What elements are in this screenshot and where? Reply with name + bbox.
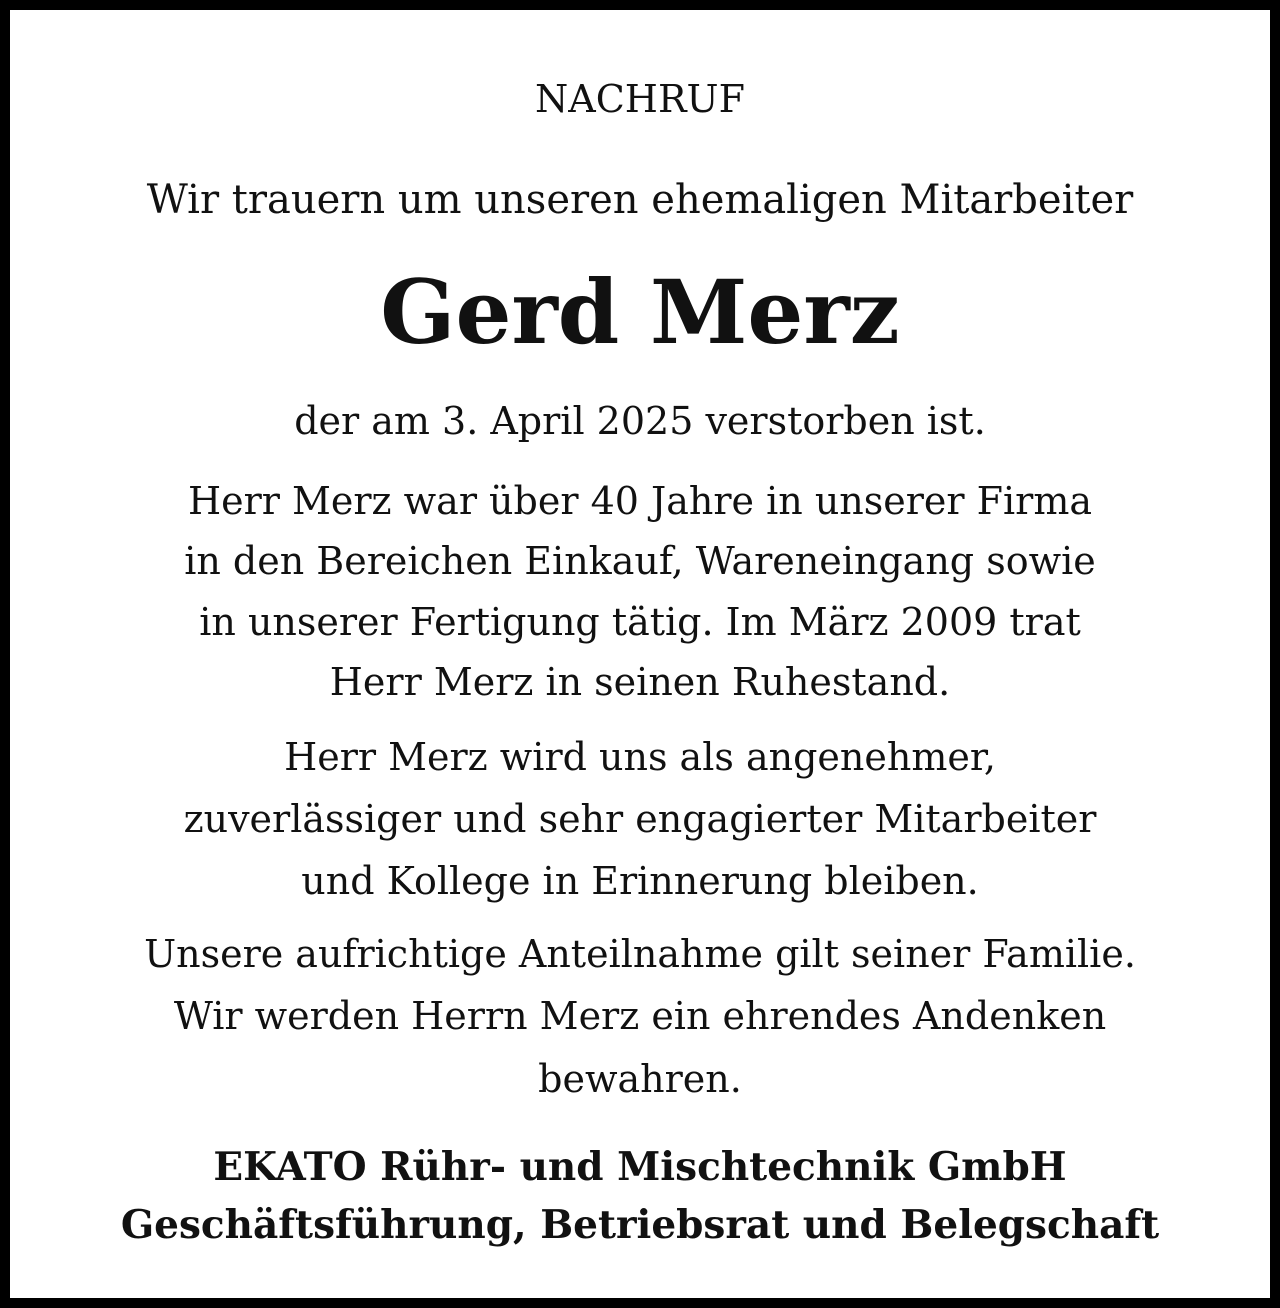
paragraph3-line-2: Wir werden Herrn Merz ein ehrendes Andenken <box>173 994 1107 1038</box>
date-line: der am 3. April 2025 verstorben ist. <box>294 399 986 443</box>
intro-line: Wir trauern um unseren ehemaligen Mitarbeiter <box>146 177 1134 223</box>
paragraph2-line-2: zuverlässiger und sehr engagierter Mitarbeiter <box>183 797 1097 841</box>
paragraph1-line-3: in unserer Fertigung tätig. Im März 2009 trat <box>199 600 1081 644</box>
paragraph1-line-1: Herr Merz war über 40 Jahre in unserer Firma <box>187 479 1093 523</box>
notice-heading: NACHRUF <box>535 77 745 121</box>
signature-company: EKATO Rühr- und Mischtechnik GmbH <box>213 1144 1067 1190</box>
paragraph3-line-3: bewahren. <box>538 1057 742 1101</box>
deceased-name: Gerd Merz <box>380 260 900 364</box>
paragraph2-line-1: Herr Merz wird uns als angenehmer, <box>284 735 996 779</box>
signature-groups: Geschäftsführung, Betriebsrat und Belegschaft <box>120 1202 1160 1248</box>
paragraph3-line-1: Unsere aufrichtige Anteilnahme gilt seiner Familie. <box>144 932 1136 976</box>
paragraph1-line-4: Herr Merz in seinen Ruhestand. <box>329 660 951 704</box>
paragraph1-line-2: in den Bereichen Einkauf, Wareneingang sowie <box>184 539 1096 583</box>
paragraph2-line-3: und Kollege in Erinnerung bleiben. <box>301 859 979 903</box>
